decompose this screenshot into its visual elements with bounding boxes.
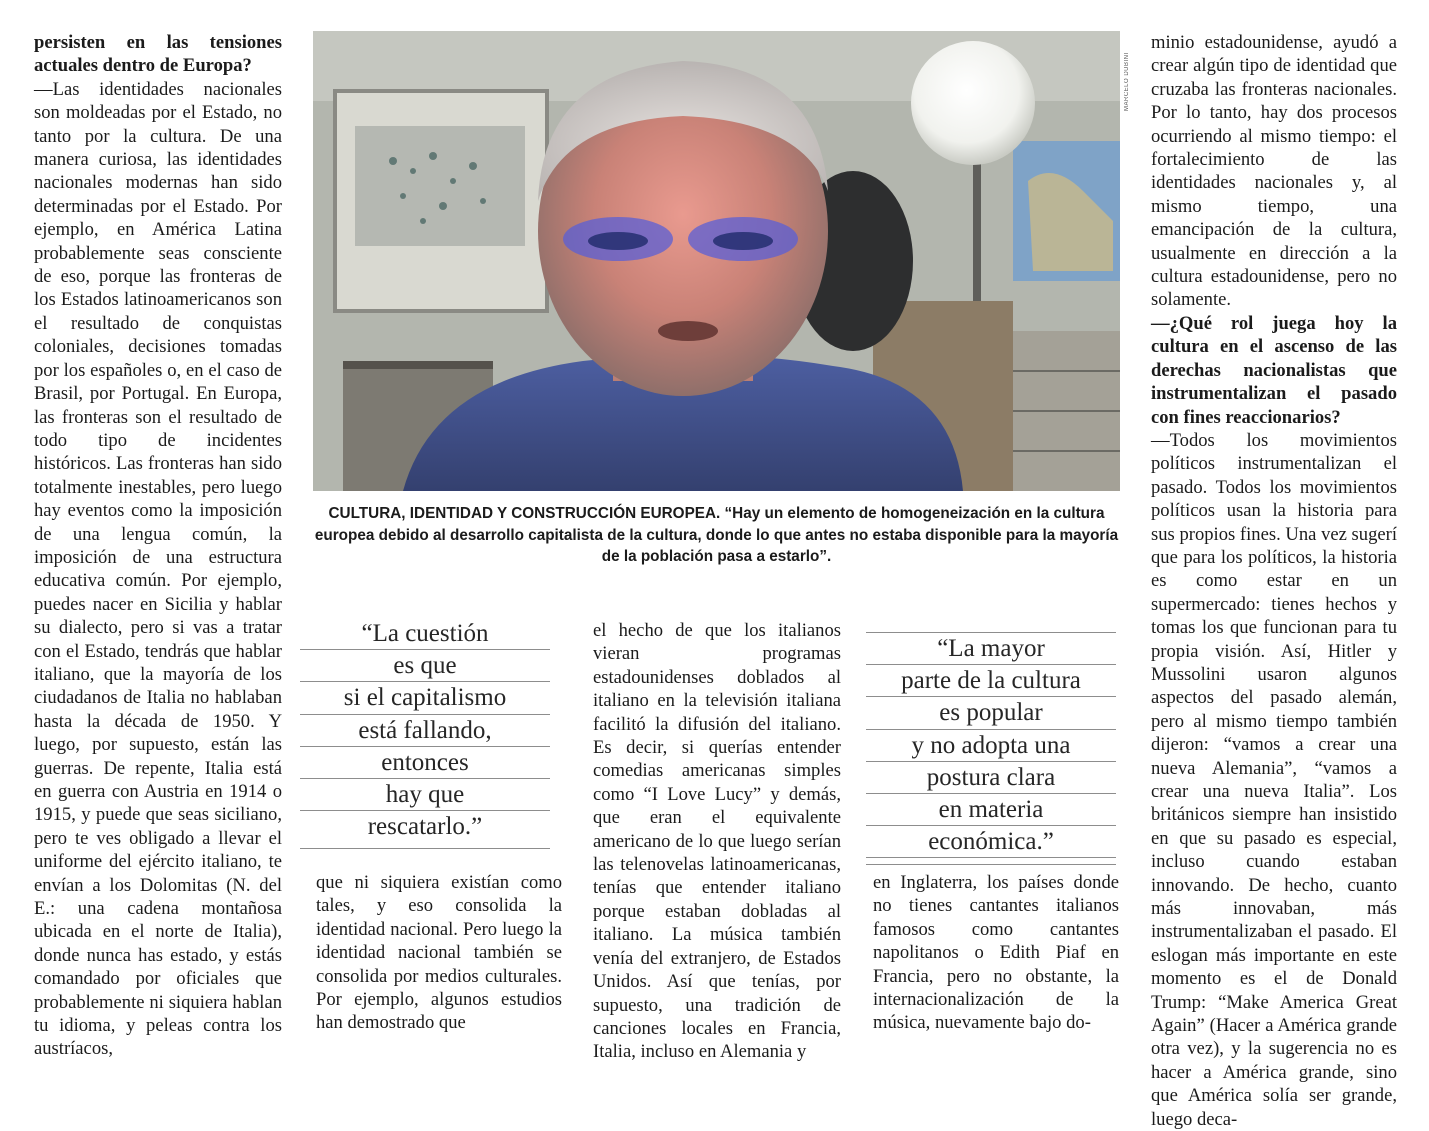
photo-caption: CULTURA, IDENTIDAD Y CONSTRUCCIÓN EUROPEA. “Hay un elemento de homogeneización en la cultura europea debido al desarrollo capitalista de la cultura, donde lo que antes no estaba disponible para la mayoría de la población pasa a estarlo”. (314, 505, 1119, 565)
pull-quote-line: económica.” (866, 826, 1116, 858)
interview-question: —¿Qué rol juega hoy la cultura en el ascenso de las derechas nacionalistas que instrumentalizan el pasado con fines reaccionarios? (1151, 312, 1397, 428)
article-column-3: el hecho de que los italianos vieran programas estadounidenses doblados al italiano en la televisión italiana facilitó la difusión del italiano. Es decir, si querías entender comedias americanas simples como “I Love Lucy” y demás, que eran el equivalente americano de lo que luego serían las telenovelas latinoamericanas, tenías que entender italiano porque estaban dobladas al italiano. La música también venía del extranjero, de Estados Unidos. Así que tenías, por supuesto, una tradición de canciones locales en Francia, Italia, incluso en Alemania y (593, 620, 841, 1063)
article-column-1 (34, 31, 282, 1060)
photo-credit: MARCELO DUBINI (1124, 52, 1130, 111)
interview-question: persisten en las tensiones actuales dentro de Europa? (34, 32, 282, 77)
pull-quote-line: en materia (866, 794, 1116, 826)
pull-quote-line: entonces (300, 747, 550, 779)
pull-quote-line: es popular (866, 697, 1116, 729)
pull-quote-popular-culture (866, 632, 1116, 865)
pull-quote-line: “La cuestión (300, 618, 550, 650)
article-column-4: en Inglaterra, los países donde no tienes cantantes italianos famosos como cantantes napolitanos o Edith Piaf en Francia, pero no obstante, la internacionalización de la música, nuevamente bajo do- (873, 872, 1119, 1034)
interview-photo-illustration (313, 31, 1120, 491)
pull-quote-line: si el capitalismo (300, 682, 550, 714)
pull-quote-line: parte de la cultura (866, 665, 1116, 697)
pull-quote-line: “La mayor (866, 633, 1116, 665)
interview-answer: —Las identidades nacionales son moldeadas por el Estado, no tanto por la cultura. De una manera curiosa, las identidades nacionales modernas han sido determinadas por el Estado. Por ejemplo, en América Latina probablemente seas consciente de eso, porque las fronteras de los Estados latinoamericanos son el resultado de conquistas coloniales, decisiones tomadas por los españoles o, en el caso de Brasil, por Portugal. En Europa, las fronteras son el resultado de todo tipo de incidentes históricos. Las fronteras han sido totalmente inestables, pero luego hay eventos como la imposición de una lengua común, la imposición de una estructura educativa común. Por ejemplo, puedes nacer en Sicilia y hablar su dialecto, pero si vas a tratar con el Estado, tendrás que hablar italiano, que la mayoría de los ciudadanos de Italia no hablaban hasta la década de 1950. Y luego, por supuesto, están las guerras. De repente, Italia está en guerra con Austria en 1914 o 1915, y puede que seas siciliano, pero te ves obligado a llevar el uniforme del ejército italiano, te envían a los Dolomitas (N. del E.: una cadena montañosa ubicada en el norte de Italia), donde nunca has estado, y estás comandado por oficiales que probablemente ni siquiera hablan tu idioma, y peleas contra los austríacos, (34, 78, 282, 1060)
pull-quote-line: y no adopta una (866, 730, 1116, 762)
pull-quote-line: postura clara (866, 762, 1116, 794)
interview-photo (313, 31, 1120, 491)
article-column-5 (1151, 31, 1397, 1130)
interview-answer: —Todos los movimientos políticos instrumentalizan el pasado. Todos los movimientos políticos usan la historia para sus propios fines. Una vez sugerí que para los políticos, la historia es como estar en un supermercado: tienes hechos y tomas los que funcionan para tu propia visión. Así, Hitler y Mussolini usaron algunos aspectos del pasado alemán, pero al mismo tiempo también dijeron: “vamos a crear una nueva Alemania”, “vamos a crear una nueva Italia”. Los británicos siempre han insistido en que su pasado es especial, incluso cuando estaban innovando. De hecho, cuanto más innovaban, más instrumentalizaban el pasado. El eslogan más importante en este momento es el de Donald Trump: “Make America Great Again” (Hacer a América grande otra vez), y la sugerencia no es hacer a América grande, sino que América solía ser grande, luego deca- (1151, 429, 1397, 1130)
pull-quote-capitalism (300, 618, 550, 849)
article-column-2: que ni siquiera existían como tales, y eso consolida la identidad nacional. Pero luego la identidad nacional también se consolida por medios culturales. Por ejemplo, algunos estudios han demostrado que (316, 872, 562, 1034)
interview-answer: minio estadounidense, ayudó a crear algún tipo de identidad que cruzaba las fronteras nacionales. Por lo tanto, hay dos procesos ocurriendo al mismo tiempo: el fortalecimiento de las identidades nacionales y, al mismo tiempo, una emancipación de la cultura, usualmente en dirección a la cultura estadounidense, pero no solamente. (1151, 32, 1397, 311)
pull-quote-line: hay que (300, 779, 550, 811)
pull-quote-line: rescatarlo.” (367, 813, 483, 841)
pull-quote-line: está fallando, (300, 715, 550, 747)
pull-quote-rule (866, 864, 1116, 865)
pull-quote-line: es que (300, 650, 550, 682)
